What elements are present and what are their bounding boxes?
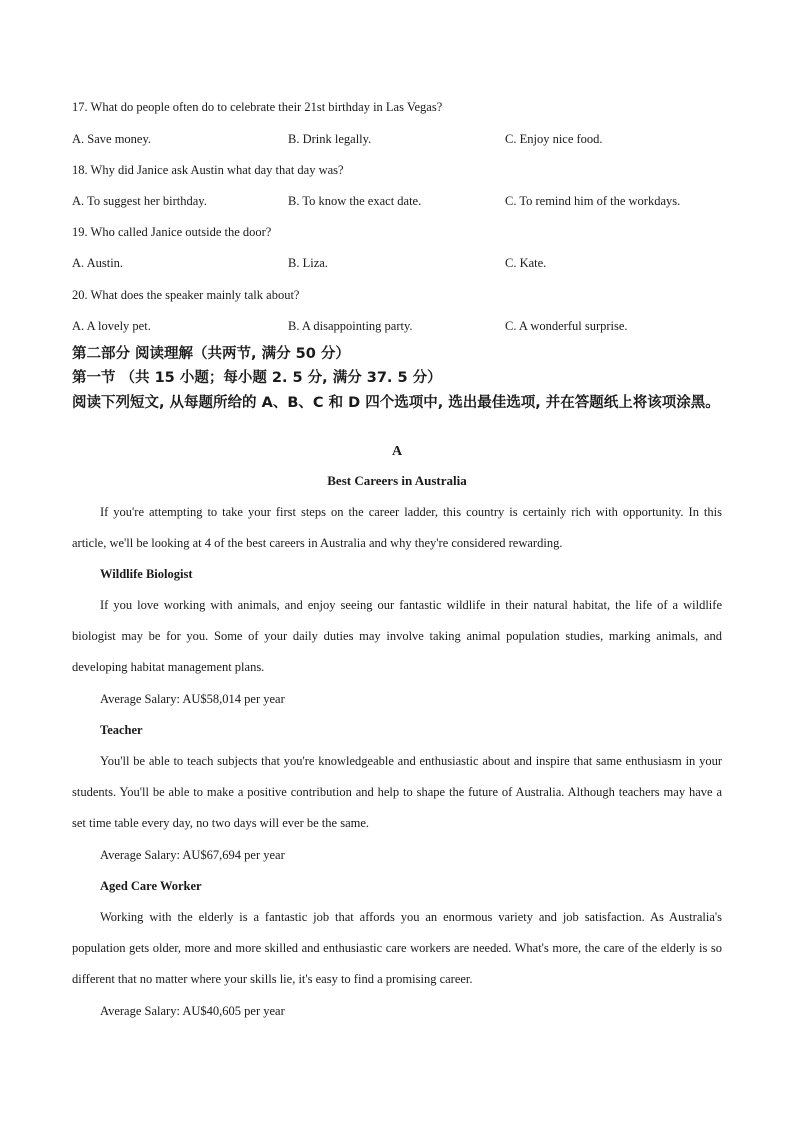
- question-stem: 18. Why did Janice ask Austin what day that day was?: [72, 163, 344, 177]
- instruction-text: 阅读下列短文, 从每题所给的 A、B、C 和 D 四个选项中, 选出最佳选项, 并在答题纸上将该项涂黑。: [72, 395, 720, 411]
- question-stem: 19. Who called Janice outside the door?: [72, 225, 272, 239]
- option-a: A. Austin.: [72, 256, 124, 270]
- passage-letter: A: [391, 444, 403, 459]
- option-a: A. A lovely pet.: [72, 319, 151, 333]
- job-description: [72, 590, 722, 684]
- question-stem: 17. What do people often do to celebrate their 21st birthday in Las Vegas?: [72, 100, 443, 114]
- intro-text: If you're attempting to take your first steps on the career ladder, this country is certainly rich with opportunity. In this article, we'll be looking at 4 of the best careers in Australia and why they're considered rewarding.: [72, 505, 722, 551]
- job-salary: Average Salary: AU$67,694 per year: [100, 848, 285, 862]
- question-options: [72, 256, 732, 274]
- job-description: [72, 902, 722, 996]
- option-c: C. Kate.: [505, 256, 547, 270]
- job-salary: Average Salary: AU$40,605 per year: [100, 1004, 285, 1018]
- job-text: You'll be able to teach subjects that you're knowledgeable and enthusiastic about and inspire that same enthusiasm in your students. You'll be able to make a positive contribution and help to shape the future of Australia. Although teachers may have a set time table every day, no two days will ever be the same.: [72, 754, 722, 831]
- option-a: A. To suggest her birthday.: [72, 194, 207, 208]
- section-heading: 第一节 （共 15 小题；每小题 2. 5 分, 满分 37. 5 分）: [72, 370, 442, 386]
- passage-intro: [72, 497, 722, 559]
- passage-title: Best Careers in Australia: [327, 473, 467, 488]
- option-b: B. A disappointing party.: [288, 319, 413, 333]
- question-options: [72, 319, 732, 337]
- job-heading: Wildlife Biologist: [100, 567, 193, 581]
- option-a: A. Save money.: [72, 132, 152, 146]
- option-c: C. Enjoy nice food.: [505, 132, 603, 146]
- job-text: Working with the elderly is a fantastic job that affords you an enormous variety and job satisfaction. As Australia's population gets older, more and more skilled and enthusiastic care workers are needed. What's more, the care of the elderly is so different that no matter where your skills lie, it's easy to find a promising career.: [72, 910, 722, 987]
- option-c: C. To remind him of the workdays.: [505, 194, 681, 208]
- job-heading: Aged Care Worker: [100, 879, 202, 893]
- job-text: If you love working with animals, and enjoy seeing our fantastic wildlife in their natural habitat, the life of a wildlife biologist may be for you. Some of your daily duties may involve taking animal population studies, marking animals, and developing habitat management plans.: [72, 598, 722, 675]
- question-options: [72, 132, 732, 150]
- question-stem: 20. What does the speaker mainly talk about?: [72, 288, 300, 302]
- question-options: [72, 194, 732, 212]
- job-description: [72, 746, 722, 840]
- part-heading: 第二部分 阅读理解（共两节, 满分 50 分）: [72, 346, 350, 362]
- option-b: B. Liza.: [288, 256, 328, 270]
- option-b: B. To know the exact date.: [288, 194, 422, 208]
- option-c: C. A wonderful surprise.: [505, 319, 628, 333]
- option-b: B. Drink legally.: [288, 132, 372, 146]
- job-heading: Teacher: [100, 723, 143, 737]
- job-salary: Average Salary: AU$58,014 per year: [100, 692, 285, 706]
